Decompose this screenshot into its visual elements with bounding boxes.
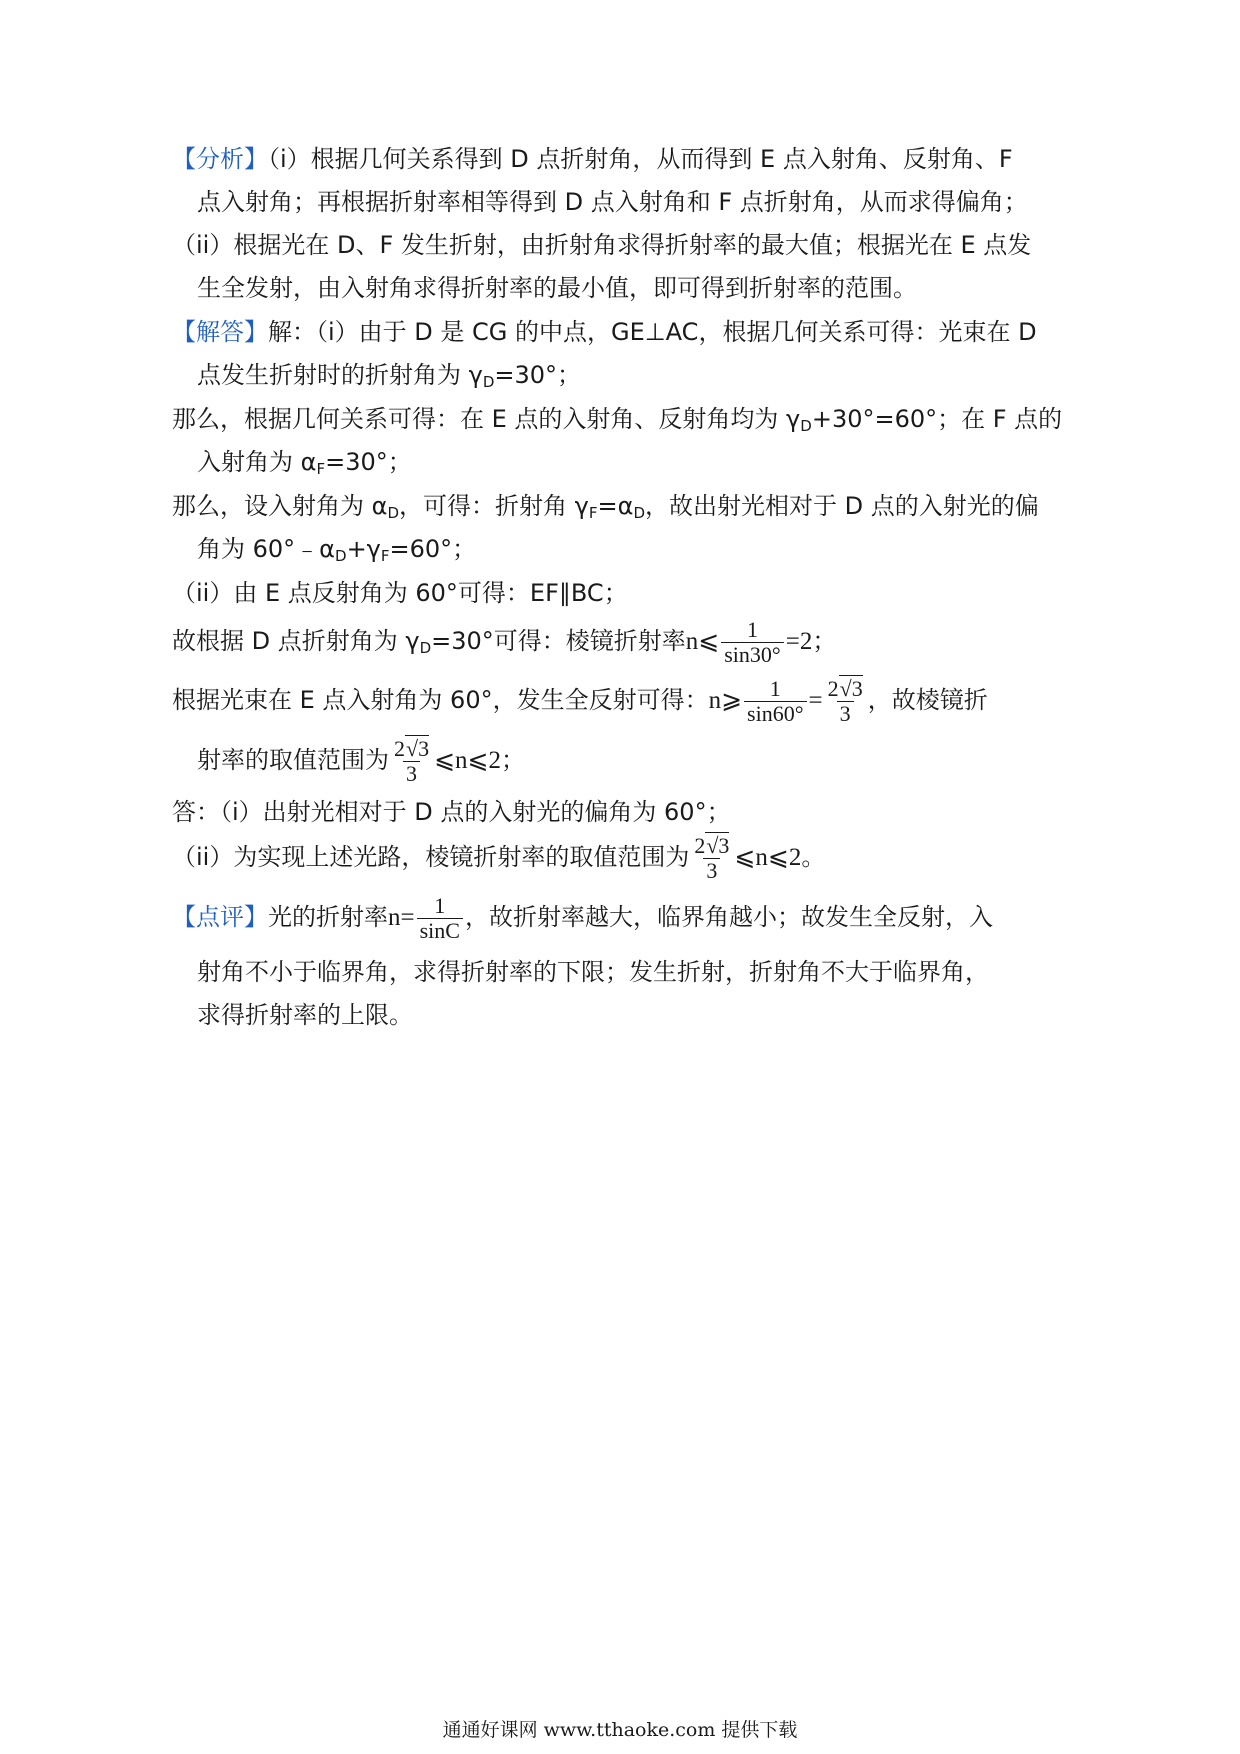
fraction-2root3-over-3: $\frac{2√3}{3}$	[394, 735, 430, 786]
solution-line-2: 点发生折射时的折射角为 $\gamma_D=30^\circ$；	[197, 361, 582, 391]
fraction-1-over-sin60: $\frac{1}{\sin 60^\circ}$	[744, 677, 806, 726]
fraction-2root3-over-3: $\frac{2√3}{3}$	[827, 675, 863, 726]
solution-line-5: 那么，设入射角为 $\alpha_D$，可得：折射角 $\gamma_F=\alpha_D$，故出射光相对于 D 点的入射光的偏	[172, 492, 1039, 522]
comment-tag: 【点评】	[172, 903, 268, 931]
le-symbol: ⩽	[698, 628, 720, 655]
page-footer: 通通好课网 www.tthaoke.com 提供下载	[442, 1719, 798, 1741]
math-n: n	[685, 628, 699, 655]
solution-line-9: 根据光束在 E 点入射角为 60°，发生全反射可得：n⩾ $\frac{1}{\sin 60^\circ}$ = $\frac{2√3}{3}$ ，故棱镜折	[172, 675, 988, 726]
solution-line-7: （ii）由 E 点反射角为 60°可得：EF∥BC；	[172, 579, 628, 607]
analysis-line-3: （ii）根据光在 D、F 发生折射，由折射角求得折射率的最大值；根据光在 E 点发	[172, 231, 1032, 259]
solution-line-8: 故根据 D 点折射角为 $\gamma_D=30^\circ$可得：棱镜折射率n⩽ $\frac{1}{\sin 30^\circ}$ =2；	[172, 616, 837, 667]
solution-text-1: 解：（i）由于 D 是 CG 的中点，GE⊥AC，根据几何关系可得：光束在 D	[268, 318, 1037, 346]
analysis-line-4: 生全发射，由入射角求得折射率的最小值，即可得到折射率的范围。	[197, 274, 917, 302]
solution-tag: 【解答】	[172, 318, 268, 346]
solution-line-12: （ii）为实现上述光路，棱镜折射率的取值范围为 $\frac{2√3}{3}$ ⩽n⩽2。	[172, 832, 826, 883]
fraction-1-over-sin30: $\frac{1}{\sin 30^\circ}$	[721, 618, 783, 667]
ge-symbol: ⩾	[721, 687, 743, 714]
solution-line-4: 入射角为 $\alpha_F=30^\circ$；	[197, 448, 412, 478]
solution-line-6: 角为 $60^\circ﹣\alpha_D+\gamma_F=60^\circ$；	[197, 535, 477, 565]
solution-line-11: 答：（i）出射光相对于 D 点的入射光的偏角为 60°；	[172, 798, 731, 826]
analysis-line-2: 点入射角；再根据折射率相等得到 D 点入射角和 F 点折射角，从而求得偏角；	[197, 188, 1028, 216]
solution-line-1	[172, 315, 1037, 349]
solution-line-3: 那么，根据几何关系可得：在 E 点的入射角、反射角均为 $\gamma_D+30^\circ=60^\circ$；在 F 点的	[172, 405, 1063, 435]
comment-line-1: 【点评】光的折射率n= $\frac{1}{\sin C}$ ，故折射率越大，临界角越小；故发生全反射，入	[172, 892, 993, 943]
comment-line-2: 射角不小于临界角，求得折射率的下限；发生折射，折射角不大于临界角，	[197, 958, 989, 986]
analysis-text-1: （i）根据几何关系得到 D 点折射角，从而得到 E 点入射角、反射角、F	[268, 145, 1013, 173]
analysis-tag: 【分析】	[172, 145, 268, 173]
fraction-2root3-over-3: $\frac{2√3}{3}$	[694, 832, 730, 883]
analysis-line-1	[172, 142, 1013, 176]
fraction-1-over-sinC: $\frac{1}{\sin C}$	[417, 894, 463, 943]
comment-line-3: 求得折射率的上限。	[197, 1001, 413, 1029]
solution-line-10: 射率的取值范围为 $\frac{2√3}{3}$ ⩽n⩽2；	[197, 735, 525, 786]
